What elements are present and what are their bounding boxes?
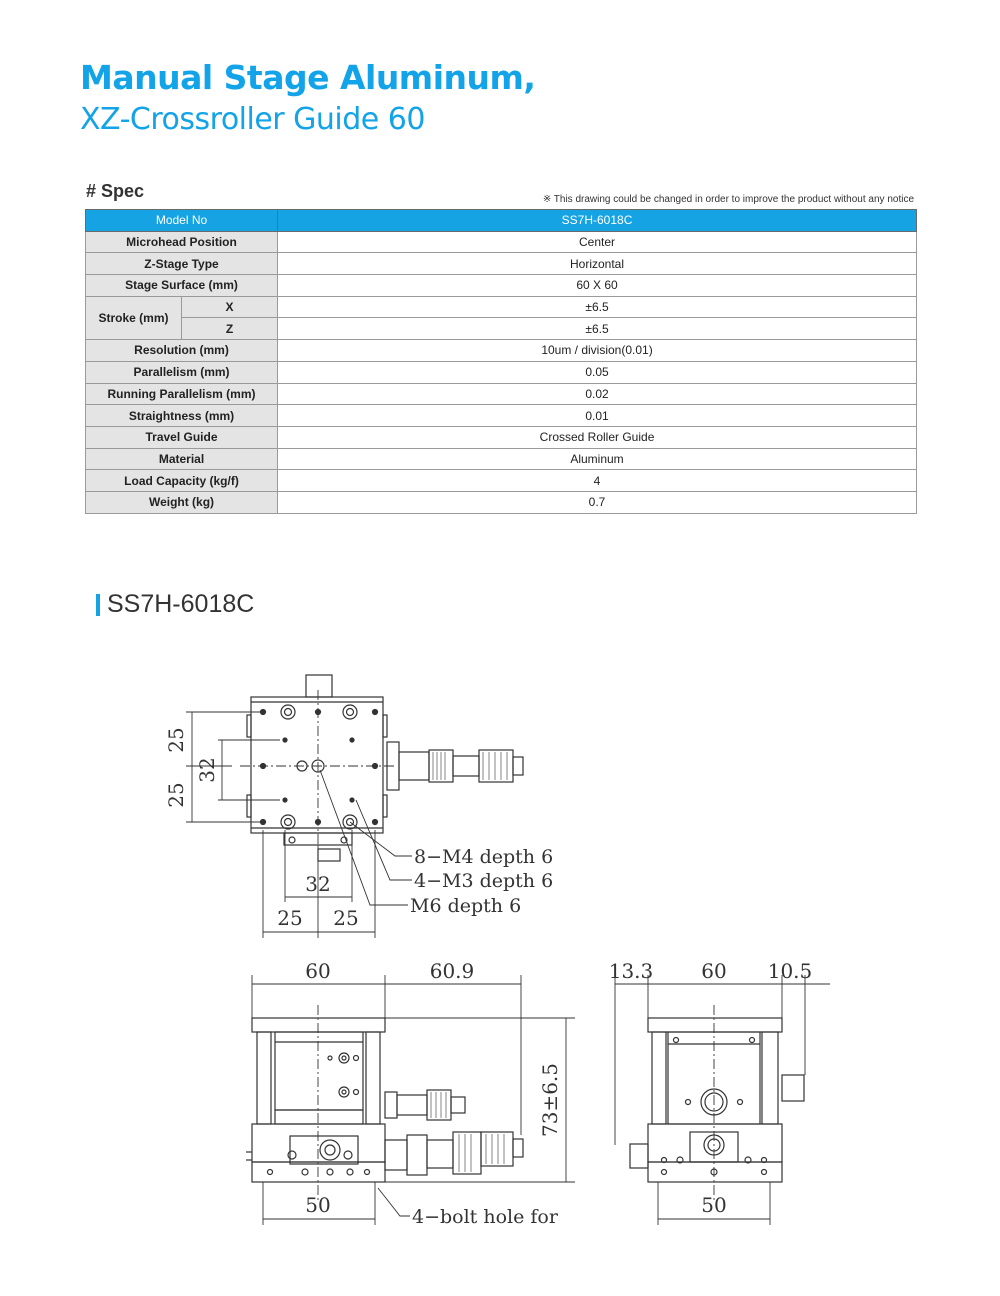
dim-bottom-25-right: 25 [333, 906, 359, 930]
row-label: Weight (kg) [86, 491, 278, 513]
dim-left-25-bottom: 25 [164, 782, 188, 808]
small-holes [261, 710, 378, 825]
front-base [252, 1124, 385, 1162]
row-label: Running Parallelism (mm) [86, 383, 278, 405]
dim-left-32: 32 [195, 757, 219, 783]
row-value: Horizontal [278, 253, 917, 275]
front-view [246, 959, 575, 1228]
row-label: Straightness (mm) [86, 405, 278, 427]
spec-heading: # Spec [86, 181, 145, 201]
header-label: Model No [86, 210, 278, 232]
row-label: Resolution (mm) [86, 340, 278, 362]
dim-side-base: 50 [701, 1193, 727, 1217]
row-value: Crossed Roller Guide [278, 426, 917, 448]
stroke-value-x: ±6.5 [278, 296, 917, 318]
front-micrometer-upper [385, 1090, 465, 1120]
bottom-knob [318, 849, 340, 861]
side-top-plate [648, 1018, 782, 1032]
dim-side-width: 60 [701, 959, 727, 983]
callout-bolt: 4−bolt hole for [412, 1206, 558, 1228]
dim-front-micrometer: 60.9 [429, 959, 475, 983]
row-value: Aluminum [278, 448, 917, 470]
dim-left-25-top: 25 [164, 727, 188, 753]
row-value: 60 X 60 [278, 275, 917, 297]
model-heading-text: SS7H-6018C [107, 590, 255, 618]
row-value: 10um / division(0.01) [278, 340, 917, 362]
row-label: Material [86, 448, 278, 470]
side-view [609, 959, 830, 1225]
change-notice: ※ This drawing could be changed in order to improve the product without any notice [542, 194, 914, 205]
callout-m3: 4−M3 depth 6 [414, 870, 554, 892]
callout-m6: M6 depth 6 [410, 895, 522, 917]
top-knob [306, 675, 332, 697]
stroke-axis-x: X [182, 296, 278, 318]
front-micrometer-lower [385, 1132, 523, 1175]
callout-m4: 8−M4 depth 6 [414, 846, 554, 868]
dim-front-width: 60 [305, 959, 331, 983]
page-title: Manual Stage Aluminum, [80, 58, 536, 97]
stroke-label: Stroke (mm) [86, 296, 182, 339]
row-label: Parallelism (mm) [86, 361, 278, 383]
header-value: SS7H-6018C [278, 210, 917, 232]
front-top-plate [252, 1018, 385, 1032]
stroke-value-z: ±6.5 [278, 318, 917, 340]
row-label: Load Capacity (kg/f) [86, 470, 278, 492]
row-value: 0.7 [278, 491, 917, 513]
row-value: 0.02 [278, 383, 917, 405]
dim-front-height: 73±6.5 [538, 1062, 562, 1138]
row-value: Center [278, 231, 917, 253]
side-base [648, 1124, 782, 1162]
row-label: Z-Stage Type [86, 253, 278, 275]
dim-bottom-32: 32 [305, 872, 331, 896]
row-label: Travel Guide [86, 426, 278, 448]
row-value: 0.05 [278, 361, 917, 383]
dim-side-right: 10.5 [767, 959, 813, 983]
row-label: Microhead Position [86, 231, 278, 253]
dim-bottom-25-left: 25 [277, 906, 303, 930]
row-label: Stage Surface (mm) [86, 275, 278, 297]
page-subtitle: XZ-Crossroller Guide 60 [80, 102, 425, 137]
m4-holes [281, 705, 357, 829]
top-view [164, 675, 553, 938]
row-value: 0.01 [278, 405, 917, 427]
micrometer-top-view [387, 742, 523, 790]
top-stage-body [251, 697, 383, 833]
row-value: 4 [278, 470, 917, 492]
dim-side-left: 13.3 [608, 959, 654, 983]
stroke-axis-z: Z [182, 318, 278, 340]
dim-front-base: 50 [305, 1193, 331, 1217]
